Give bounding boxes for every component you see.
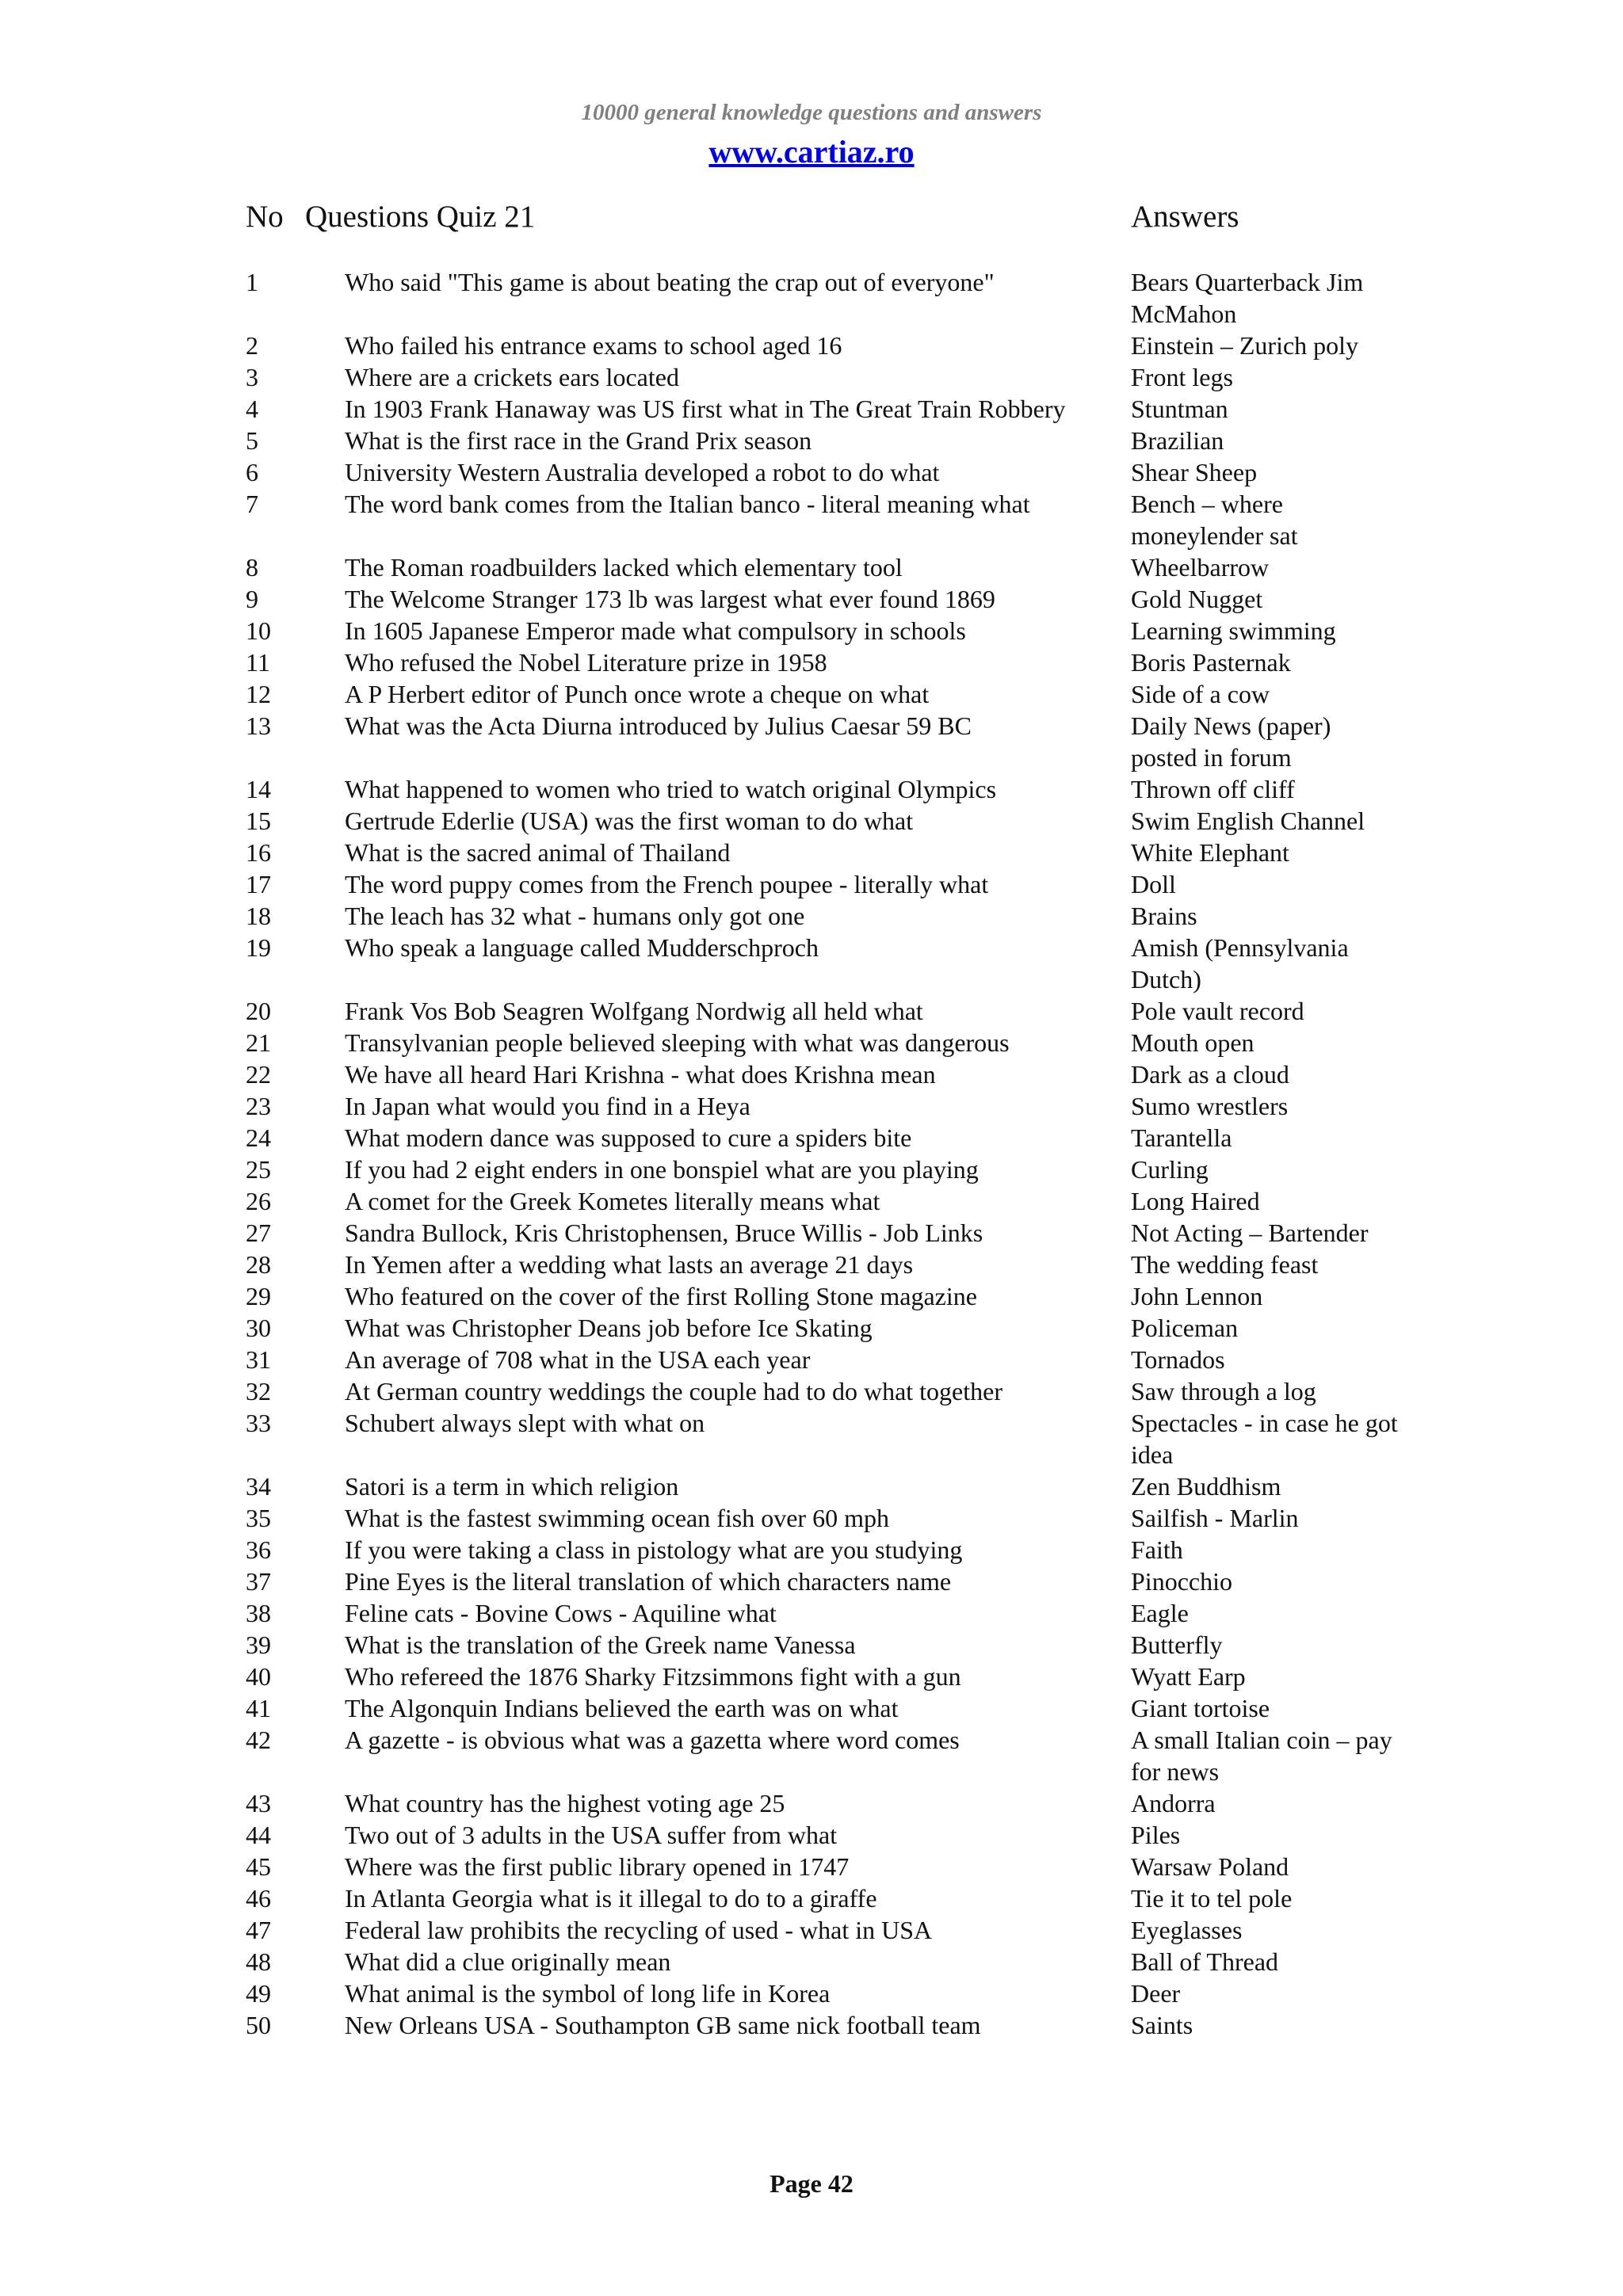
table-row <box>0 1692 1623 1724</box>
question-text: Sandra Bullock, Kris Christophensen, Bruce Willis - Job Links <box>345 1219 983 1247</box>
table-row <box>0 1122 1623 1154</box>
table-row <box>0 1914 1623 1946</box>
table-row <box>0 1027 1623 1058</box>
question-number: 18 <box>246 902 271 930</box>
table-row <box>0 1312 1623 1344</box>
page-number: Page 42 <box>769 2169 854 2198</box>
answer-text: Andorra <box>1131 1789 1216 1817</box>
answer-text: Swim English Channel <box>1131 807 1365 835</box>
question-text: In 1903 Frank Hanaway was US first what in The Great Train Robbery <box>345 395 1066 423</box>
question-number: 23 <box>246 1092 271 1120</box>
answer-text: Spectacles - in case he got idea <box>1131 1409 1398 1469</box>
question-text: New Orleans USA - Southampton GB same nick football team <box>345 2011 981 2039</box>
question-number: 16 <box>246 838 271 867</box>
answer-text: Deer <box>1131 1979 1181 2008</box>
question-number: 39 <box>246 1630 271 1659</box>
question-number: 42 <box>246 1726 271 1754</box>
table-row <box>0 1787 1623 1819</box>
question-text: What is the fastest swimming ocean fish over 60 mph <box>345 1504 889 1532</box>
question-text: In Japan what would you find in a Heya <box>345 1092 750 1120</box>
question-number: 46 <box>246 1884 271 1913</box>
column-header-no: No <box>246 200 284 234</box>
question-text: In 1605 Japanese Emperor made what compulsory in schools <box>345 616 966 645</box>
table-row <box>0 837 1623 868</box>
table-row <box>0 456 1623 488</box>
answer-text: Thrown off cliff <box>1131 775 1295 803</box>
answer-text: Tarantella <box>1131 1123 1232 1152</box>
answer-text: Curling <box>1131 1155 1209 1184</box>
question-number: 45 <box>246 1852 271 1881</box>
question-number: 34 <box>246 1472 271 1501</box>
table-row <box>0 330 1623 361</box>
table-row <box>0 1597 1623 1629</box>
question-text: Pine Eyes is the literal translation of which characters name <box>345 1567 952 1596</box>
question-text: We have all heard Hari Krishna - what does Krishna mean <box>345 1060 936 1089</box>
table-row <box>0 361 1623 393</box>
answer-text: White Elephant <box>1131 838 1289 867</box>
question-number: 17 <box>246 870 271 898</box>
answer-text: Tie it to tel pole <box>1131 1884 1293 1913</box>
table-row <box>0 1090 1623 1122</box>
table-row <box>0 1185 1623 1217</box>
question-number: 38 <box>246 1599 271 1627</box>
question-number: 33 <box>246 1409 271 1437</box>
table-row <box>0 900 1623 932</box>
question-text: An average of 708 what in the USA each year <box>345 1345 811 1374</box>
table-row <box>0 1249 1623 1280</box>
table-row <box>0 995 1623 1027</box>
question-number: 6 <box>246 458 258 486</box>
question-text: Schubert always slept with what on <box>345 1409 705 1437</box>
answer-text: Saw through a log <box>1131 1377 1316 1405</box>
question-number: 32 <box>246 1377 271 1405</box>
question-number: 9 <box>246 585 258 613</box>
question-number: 5 <box>246 426 258 455</box>
answer-text: Warsaw Poland <box>1131 1852 1289 1881</box>
question-text: The Welcome Stranger 173 lb was largest what ever found 1869 <box>345 585 995 613</box>
table-row <box>0 1058 1623 1090</box>
answer-text: Sumo wrestlers <box>1131 1092 1289 1120</box>
question-text: What is the sacred animal of Thailand <box>345 838 731 867</box>
question-text: The leach has 32 what - humans only got one <box>345 902 805 930</box>
question-text: Federal law prohibits the recycling of used - what in USA <box>345 1916 933 1944</box>
question-number: 19 <box>246 933 271 962</box>
question-number: 29 <box>246 1282 271 1310</box>
answer-text: Front legs <box>1131 363 1233 391</box>
table-row <box>0 425 1623 456</box>
question-text: The Algonquin Indians believed the earth was on what <box>345 1694 899 1722</box>
answer-text: Gold Nugget <box>1131 585 1263 613</box>
question-number: 7 <box>246 490 258 518</box>
answer-text: Faith <box>1131 1535 1183 1564</box>
question-number: 14 <box>246 775 271 803</box>
question-text: If you had 2 eight enders in one bonspiel what are you playing <box>345 1155 979 1184</box>
question-text: The word puppy comes from the French poupee - literally what <box>345 870 989 898</box>
answer-text: Wyatt Earp <box>1131 1662 1246 1691</box>
quiz-table <box>0 266 1623 2041</box>
answer-text: Stuntman <box>1131 395 1228 423</box>
answer-text: Eyeglasses <box>1131 1916 1243 1944</box>
table-row <box>0 1534 1623 1566</box>
question-number: 41 <box>246 1694 271 1722</box>
question-number: 21 <box>246 1028 271 1057</box>
question-number: 36 <box>246 1535 271 1564</box>
question-number: 40 <box>246 1662 271 1691</box>
answer-text: Policeman <box>1131 1314 1239 1342</box>
question-text: What was Christopher Deans job before Ice Skating <box>345 1314 873 1342</box>
question-number: 27 <box>246 1219 271 1247</box>
question-number: 25 <box>246 1155 271 1184</box>
question-text: Who speak a language called Mudderschproch <box>345 933 819 962</box>
table-row <box>0 1724 1623 1787</box>
table-row <box>0 868 1623 900</box>
question-number: 11 <box>246 648 270 677</box>
table-row <box>0 1344 1623 1375</box>
table-row <box>0 932 1623 995</box>
question-number: 4 <box>246 395 258 423</box>
answer-text: Dark as a cloud <box>1131 1060 1289 1089</box>
document-subtitle: 10000 general knowledge questions and answers <box>581 100 1042 125</box>
question-text: A P Herbert editor of Punch once wrote a cheque on what <box>345 680 930 708</box>
question-text: In Atlanta Georgia what is it illegal to do to a giraffe <box>345 1884 877 1913</box>
question-text: The word bank comes from the Italian banco - literal meaning what <box>345 490 1030 518</box>
website-link[interactable]: www.cartiaz.ro <box>708 134 915 170</box>
question-text: Who refereed the 1876 Sharky Fitzsimmons fight with a gun <box>345 1662 961 1691</box>
question-number: 24 <box>246 1123 271 1152</box>
answer-text: Amish (Pennsylvania Dutch) <box>1131 933 1349 994</box>
question-text: In Yemen after a wedding what lasts an average 21 days <box>345 1250 914 1279</box>
table-row <box>0 488 1623 551</box>
question-text: Where are a crickets ears located <box>345 363 679 391</box>
question-number: 48 <box>246 1947 271 1976</box>
table-row <box>0 583 1623 615</box>
answer-text: Learning swimming <box>1131 616 1336 645</box>
question-text: What animal is the symbol of long life in Korea <box>345 1979 831 2008</box>
question-number: 26 <box>246 1187 271 1215</box>
question-text: A comet for the Greek Kometes literally means what <box>345 1187 880 1215</box>
question-number: 35 <box>246 1504 271 1532</box>
question-number: 49 <box>246 1979 271 2008</box>
question-number: 12 <box>246 680 271 708</box>
table-row <box>0 1629 1623 1661</box>
question-number: 43 <box>246 1789 271 1817</box>
answer-text: Brains <box>1131 902 1197 930</box>
question-text: Who said "This game is about beating the crap out of everyone" <box>345 268 995 296</box>
question-text: University Western Australia developed a robot to do what <box>345 458 940 486</box>
question-text: Where was the first public library opened in 1747 <box>345 1852 850 1881</box>
table-row <box>0 1502 1623 1534</box>
question-number: 20 <box>246 997 271 1025</box>
answer-text: Bench – where moneylender sat <box>1131 490 1298 550</box>
table-row <box>0 1882 1623 1914</box>
table-row <box>0 710 1623 773</box>
question-number: 31 <box>246 1345 271 1374</box>
answer-text: Pole vault record <box>1131 997 1304 1025</box>
answer-text: Mouth open <box>1131 1028 1254 1057</box>
answer-text: Giant tortoise <box>1131 1694 1270 1722</box>
answer-text: Boris Pasternak <box>1131 648 1291 677</box>
question-text: A gazette - is obvious what was a gazetta where word comes <box>345 1726 960 1754</box>
question-text: What is the translation of the Greek name Vanessa <box>345 1630 856 1659</box>
question-text: What modern dance was supposed to cure a spiders bite <box>345 1123 912 1152</box>
column-header-questions: Questions Quiz 21 <box>305 200 536 234</box>
answer-text: Doll <box>1131 870 1176 898</box>
question-number: 50 <box>246 2011 271 2039</box>
answer-text: Wheelbarrow <box>1131 553 1270 582</box>
answer-text: Einstein – Zurich poly <box>1131 331 1359 360</box>
answer-text: John Lennon <box>1131 1282 1263 1310</box>
table-row <box>0 1566 1623 1597</box>
question-text: What country has the highest voting age 25 <box>345 1789 785 1817</box>
question-text: What was the Acta Diurna introduced by Julius Caesar 59 BC <box>345 711 972 740</box>
question-text: Who failed his entrance exams to school aged 16 <box>345 331 842 360</box>
table-row <box>0 1819 1623 1851</box>
answer-text: Pinocchio <box>1131 1567 1232 1596</box>
table-row <box>0 1375 1623 1407</box>
table-row <box>0 393 1623 425</box>
answer-text: Not Acting – Bartender <box>1131 1219 1369 1247</box>
answer-text: Saints <box>1131 2011 1193 2039</box>
column-header-answers: Answers <box>1131 200 1239 234</box>
table-row <box>0 1661 1623 1692</box>
question-text: The Roman roadbuilders lacked which elementary tool <box>345 553 903 582</box>
question-number: 2 <box>246 331 258 360</box>
table-row <box>0 1978 1623 2009</box>
answer-text: Eagle <box>1131 1599 1189 1627</box>
question-number: 22 <box>246 1060 271 1089</box>
answer-text: Butterfly <box>1131 1630 1223 1659</box>
question-text: Two out of 3 adults in the USA suffer from what <box>345 1821 838 1849</box>
table-row <box>0 805 1623 837</box>
question-text: What happened to women who tried to watch original Olympics <box>345 775 997 803</box>
table-row <box>0 646 1623 678</box>
answer-text: Ball of Thread <box>1131 1947 1279 1976</box>
question-number: 28 <box>246 1250 271 1279</box>
question-text: Satori is a term in which religion <box>345 1472 679 1501</box>
question-number: 10 <box>246 616 271 645</box>
question-text: If you were taking a class in pistology what are you studying <box>345 1535 963 1564</box>
question-number: 13 <box>246 711 271 740</box>
answer-text: The wedding feast <box>1131 1250 1319 1279</box>
question-number: 1 <box>246 268 258 296</box>
question-text: What did a clue originally mean <box>345 1947 671 1976</box>
question-text: Transylvanian people believed sleeping with what was dangerous <box>345 1028 1010 1057</box>
question-text: At German country weddings the couple had to do what together <box>345 1377 1002 1405</box>
answer-text: Sailfish - Marlin <box>1131 1504 1299 1532</box>
question-text: What is the first race in the Grand Prix season <box>345 426 812 455</box>
answer-text: Tornados <box>1131 1345 1225 1374</box>
question-number: 30 <box>246 1314 271 1342</box>
table-row <box>0 678 1623 710</box>
table-row <box>0 1851 1623 1882</box>
table-row <box>0 1470 1623 1502</box>
question-number: 37 <box>246 1567 271 1596</box>
answer-text: Zen Buddhism <box>1131 1472 1281 1501</box>
answer-text: Piles <box>1131 1821 1181 1849</box>
answer-text: Shear Sheep <box>1131 458 1258 486</box>
question-number: 44 <box>246 1821 271 1849</box>
table-row <box>0 2009 1623 2041</box>
question-number: 8 <box>246 553 258 582</box>
question-text: Who featured on the cover of the first Rolling Stone magazine <box>345 1282 977 1310</box>
question-text: Feline cats - Bovine Cows - Aquiline what <box>345 1599 777 1627</box>
question-number: 15 <box>246 807 271 835</box>
table-row <box>0 266 1623 330</box>
question-number: 47 <box>246 1916 271 1944</box>
question-text: Gertrude Ederlie (USA) was the first woman to do what <box>345 807 914 835</box>
question-text: Who refused the Nobel Literature prize in 1958 <box>345 648 827 677</box>
answer-text: Bears Quarterback Jim McMahon <box>1131 268 1364 328</box>
table-row <box>0 1946 1623 1978</box>
question-number: 3 <box>246 363 258 391</box>
answer-text: Brazilian <box>1131 426 1224 455</box>
question-text: Frank Vos Bob Seagren Wolfgang Nordwig all held what <box>345 997 923 1025</box>
answer-text: A small Italian coin – pay for news <box>1131 1726 1392 1786</box>
table-row <box>0 773 1623 805</box>
table-row <box>0 1280 1623 1312</box>
table-row <box>0 1154 1623 1185</box>
answer-text: Long Haired <box>1131 1187 1260 1215</box>
answer-text: Side of a cow <box>1131 680 1270 708</box>
table-row <box>0 1407 1623 1470</box>
table-row <box>0 615 1623 646</box>
answer-text: Daily News (paper) posted in forum <box>1131 711 1331 772</box>
table-row <box>0 1217 1623 1249</box>
table-row <box>0 551 1623 583</box>
